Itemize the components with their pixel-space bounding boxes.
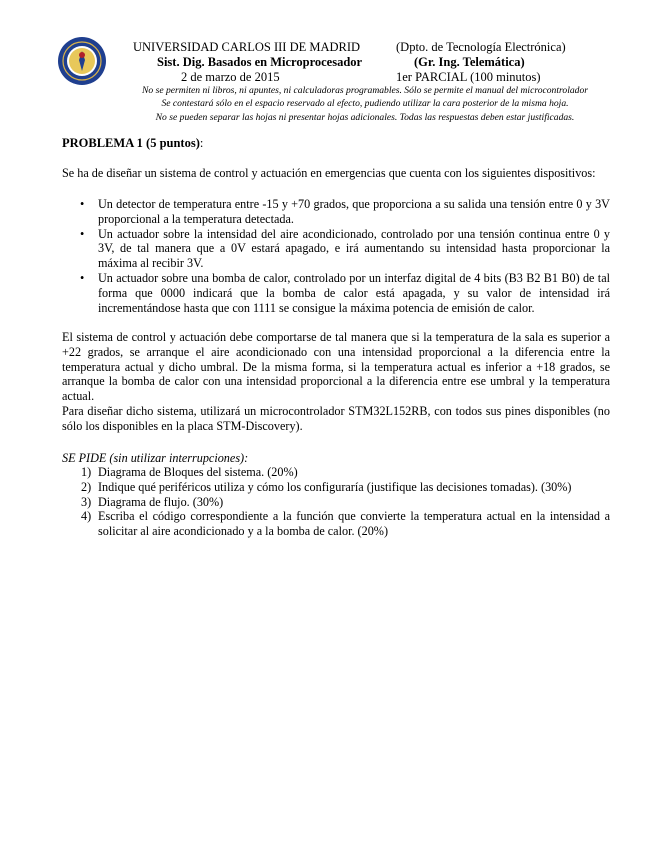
microcontroller-paragraph: Para diseñar dicho sistema, utilizará un microcontrolador STM32L152RB, con todos sus pines disponibles (no sólo los disponibles en la placa STM-Discovery). xyxy=(62,404,610,433)
list-item: 1) Diagrama de Bloques del sistema. (20%) xyxy=(81,465,298,479)
list-item: • Un actuador sobre una bomba de calor, controlado por un interfaz digital de 4 bits (B3 B2 B1 B0) de tal forma que 0000 indicará que la bomba de calor está apagada, y su valor de intensidad irá incrementándose hasta que con 1111 se consigue la máxima potencia de emisión de calor. xyxy=(80,270,610,315)
list-item: 4) Escriba el código correspondiente a la función que convierte la temperatura actual en la intensidad a solicitar al aire acondicionado y a la bomba de calor. (20%) xyxy=(81,509,610,539)
requirements-list xyxy=(62,465,610,539)
university-name: UNIVERSIDAD CARLOS III DE MADRID xyxy=(133,40,361,54)
list-item: • Un detector de temperatura entre -15 y +70 grados, que proporciona a su salida una tensión entre 0 y 3V proporcional a la temperatura detectada. xyxy=(80,197,610,226)
degree-name: (Gr. Ing. Telemática) xyxy=(414,55,525,69)
requirements-heading: SE PIDE (sin utilizar interrupciones): xyxy=(62,451,249,465)
device-list xyxy=(62,197,610,315)
list-item: 3) Diagrama de flujo. (30%) xyxy=(81,494,224,509)
course-name: Sist. Dig. Basados en Microprocesador xyxy=(157,55,363,69)
university-seal-logo xyxy=(57,36,107,86)
department-name: (Dpto. de Tecnología Electrónica) xyxy=(396,40,566,54)
exam-title: 1er PARCIAL (100 minutos) xyxy=(396,70,541,84)
list-item: 2) Indique qué periféricos utiliza y cómo los configuraría (justifique las decisiones tomadas). (30%) xyxy=(81,479,572,494)
list-item: • Un actuador sobre la intensidad del aire acondicionado, controlado por una tensión continua entre 0 y 3V, de tal manera que a 0V estará apagado, e irá aumentando su intensidad hasta proporcionar la máxima al recibir 3V. xyxy=(80,226,610,271)
instruction-line: No se pueden separar las hojas ni presentar hojas adicionales. Todas las respuestas deben estar justificadas. xyxy=(155,111,575,123)
behavior-paragraph: El sistema de control y actuación debe comportarse de tal manera que si la temperatura de la sala es superior a +22 grados, se arranque el aire acondicionado con una intensidad proporcional a la diferencia entre la temperatura actual y dicho umbral. De la misma forma, si la temperatura actual es inferior a +18 grados, se arranque la bomba de calor con una intensidad proporcional a la diferencia entre ese umbral y la temperatura actual. xyxy=(62,330,610,404)
instruction-line: Se contestará sólo en el espacio reservado al efecto, pudiendo utilizar la cara posterior de la misma hoja. xyxy=(161,98,569,110)
problem-intro: Se ha de diseñar un sistema de control y actuación en emergencias que cuenta con los siguientes dispositivos: xyxy=(62,166,596,180)
instruction-line: No se permiten ni libros, ni apuntes, ni calculadoras programables. Sólo se permite el manual del microcontrolador xyxy=(142,85,588,96)
exam-date: 2 de marzo de 2015 xyxy=(181,70,280,84)
problem-title: PROBLEMA 1 (5 puntos): xyxy=(62,136,204,150)
exam-instructions xyxy=(110,84,620,124)
